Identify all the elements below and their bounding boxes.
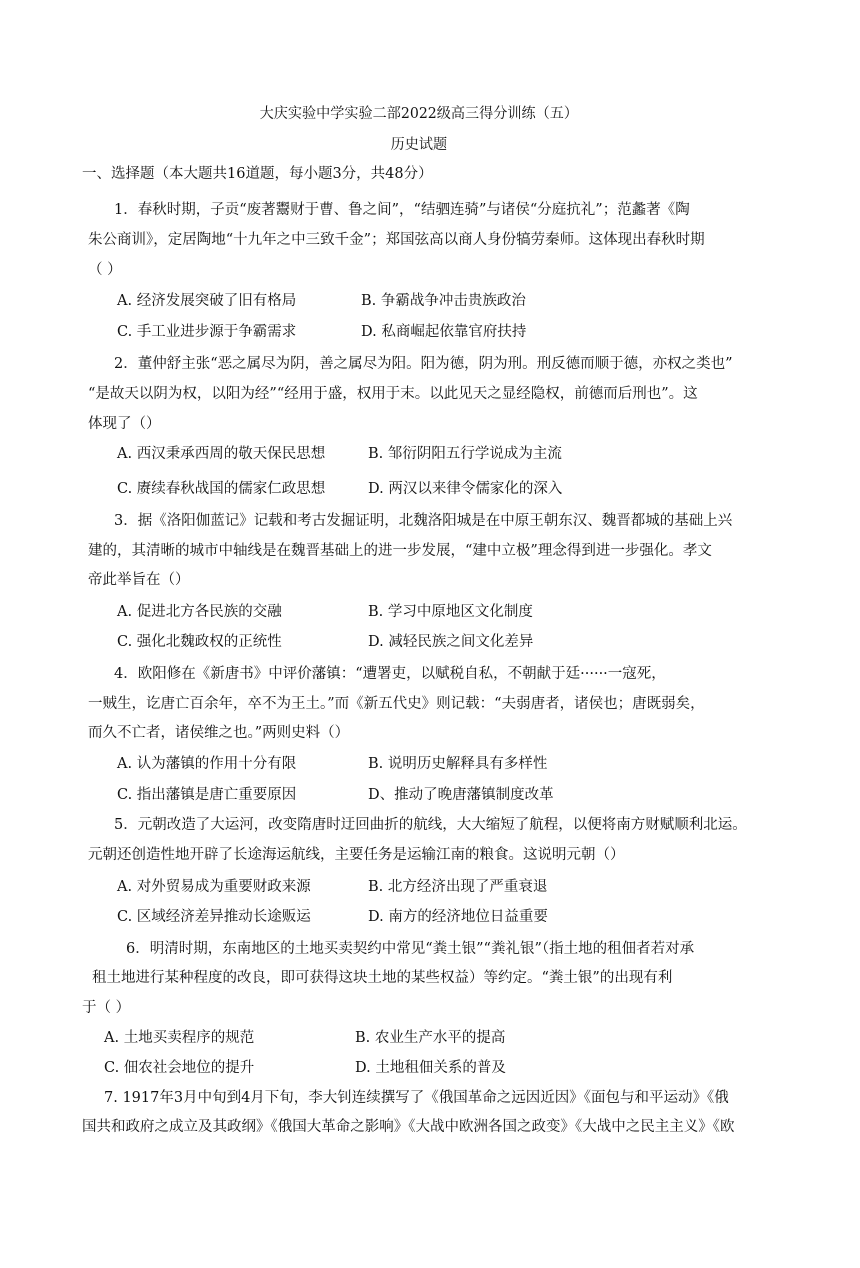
option-d[interactable]: D. 南方的经济地位日益重要 bbox=[368, 909, 548, 925]
option-a[interactable]: A. 土地买卖程序的规范 bbox=[104, 1030, 255, 1046]
question-text-line: 5．元朝改造了大运河，改变隋唐时迂回曲折的航线，大大缩短了航程，以便将南方财赋顺利北运。 bbox=[114, 817, 747, 833]
question-text-line: 体现了（） bbox=[88, 416, 161, 432]
option-d[interactable]: D. 两汉以来律令儒家化的深入 bbox=[368, 481, 563, 497]
option-d[interactable]: D、推动了晚唐藩镇制度改革 bbox=[368, 787, 554, 803]
option-b[interactable]: B. 邹衍阴阳五行学说成为主流 bbox=[368, 446, 562, 462]
option-c[interactable]: C. 手工业进步源于争霸需求 bbox=[117, 324, 297, 340]
option-c[interactable]: C. 强化北魏政权的正统性 bbox=[117, 634, 282, 650]
question-text-line: 国共和政府之成立及其政纲》《俄国大革命之影响》《大战中欧洲各国之政变》《大战中之民主主义》《欧 bbox=[82, 1119, 735, 1135]
question-text-line: 元朝还创造性地开辟了长途海运航线，主要任务是运输江南的粮食。这说明元朝（） bbox=[88, 847, 625, 863]
question-text-line: 3．据《洛阳伽蓝记》记载和考古发掘证明，北魏洛阳城是在中原王朝东汉、魏晋都城的基础上兴 bbox=[114, 513, 733, 529]
question-text-line: 建的，其清晰的城市中轴线是在魏晋基础上的进一步发展，“建中立极”理念得到进一步强化。孝文 bbox=[88, 543, 712, 559]
question-text-line: 7. 1917年3月中旬到4月下旬，李大钊连续撰写了《俄国革命之远因近因》《面包与和平运动》《俄 bbox=[104, 1090, 729, 1106]
option-b[interactable]: B. 北方经济出现了严重衰退 bbox=[368, 879, 548, 895]
subject-title: 历史试题 bbox=[390, 137, 448, 153]
option-a[interactable]: A. 经济发展突破了旧有格局 bbox=[117, 293, 297, 309]
question-text-line: 6．明清时期，东南地区的土地买卖契约中常见“粪土银”“粪礼银”（指土地的租佃者若对承 bbox=[126, 941, 695, 957]
option-a[interactable]: A. 认为藩镇的作用十分有限 bbox=[117, 756, 297, 772]
option-a[interactable]: A. 促进北方各民族的交融 bbox=[117, 604, 282, 620]
option-d[interactable]: D. 私商崛起依靠官府扶持 bbox=[361, 324, 527, 340]
question-text-line: 于（ ） bbox=[82, 1000, 131, 1016]
option-c[interactable]: C. 佃农社会地位的提升 bbox=[104, 1060, 255, 1076]
option-c[interactable]: C. 赓续春秋战国的儒家仁政思想 bbox=[117, 481, 326, 497]
option-b[interactable]: B. 争霸战争冲击贵族政治 bbox=[361, 293, 526, 309]
option-d[interactable]: D. 土地租佃关系的普及 bbox=[355, 1060, 506, 1076]
option-b[interactable]: B. 说明历史解释具有多样性 bbox=[368, 756, 548, 772]
option-c[interactable]: C. 区域经济差异推动长途贩运 bbox=[117, 909, 311, 925]
question-text-line: 而久不亡者，诸侯维之也。”两则史料（） bbox=[88, 725, 350, 741]
option-b[interactable]: B. 农业生产水平的提高 bbox=[355, 1030, 506, 1046]
question-text-line: “是故天以阴为权，以阳为经”“经用于盛，权用于末。以此见天之显经隐权，前德而后刑也”。这 bbox=[88, 386, 698, 402]
question-text-line: 朱公商训》，定居陶地“十九年之中三致千金”；郑国弦高以商人身份犒劳秦师。这体现出春秋时期 bbox=[88, 232, 705, 248]
question-text-line: （ ） bbox=[88, 262, 122, 278]
option-b[interactable]: B. 学习中原地区文化制度 bbox=[368, 604, 533, 620]
option-d[interactable]: D. 减轻民族之间文化差异 bbox=[368, 634, 534, 650]
question-text-line: 租土地进行某种程度的改良，即可获得这块土地的某些权益）等约定。“粪土银”的出现有利 bbox=[92, 970, 673, 986]
option-a[interactable]: A. 对外贸易成为重要财政来源 bbox=[117, 879, 311, 895]
question-text-line: 一贼生，讫唐亡百余年，卒不为王土。”而《新五代史》则记载：“夫弱唐者，诸侯也；唐既弱矣， bbox=[88, 696, 705, 712]
option-c[interactable]: C. 指出藩镇是唐亡重要原因 bbox=[117, 787, 297, 803]
question-text-line: 2．董仲舒主张“恶之属尽为阴，善之属尽为阳。阳为德，阴为刑。刑反德而顺于德，亦权之类也” bbox=[114, 356, 733, 372]
question-text-line: 1．春秋时期，子贡“废著鬻财于曹、鲁之间”，“结驷连骑”与诸侯“分庭抗礼”；范蠡著《陶 bbox=[114, 202, 690, 218]
question-text-line: 帝此举旨在（） bbox=[88, 572, 190, 588]
section-heading: 一、选择题（本大题共16道题，每小题3分，共48分） bbox=[82, 166, 433, 182]
question-text-line: 4．欧阳修在《新唐书》中评价藩镇：“遭署吏，以赋税自私，不朝献于廷······一寇死， bbox=[114, 666, 666, 682]
option-a[interactable]: A. 西汉秉承西周的敬天保民思想 bbox=[117, 446, 326, 462]
exam-title: 大庆实验中学实验二部2022级高三得分训练（五） bbox=[259, 106, 579, 122]
